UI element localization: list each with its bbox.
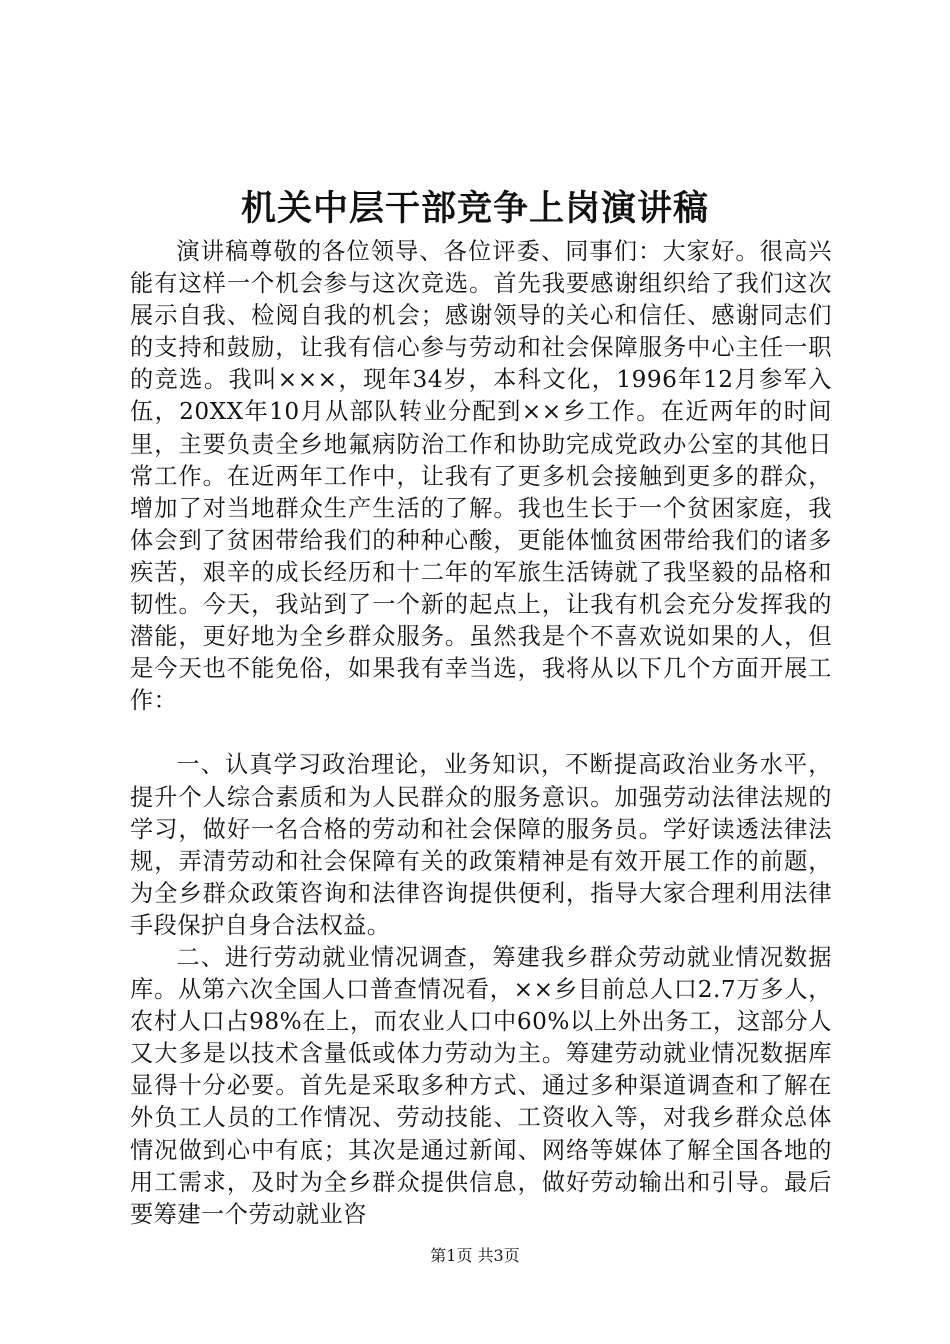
paragraph-spacer xyxy=(130,717,832,749)
page-number-footer: 第1页 共3页 xyxy=(430,1246,520,1265)
paragraph-intro: 演讲稿尊敬的各位领导、各位评委、同事们：大家好。很高兴能有这样一个机会参与这次竞选。首先我要感谢组织给了我们这次展示自我、检阅自我的机会；感谢领导的关心和信任、感谢同志们的支持和鼓励，让我有信心参与劳动和社会保障服务中心主任一职的竞选。我叫×××，现年34岁，本科文化，1996年12月参军入伍，20XX年10月从部队转业分配到××乡工作。在近两年的时间里，主要负责全乡地氟病防治工作和协助完成党政办公室的其他日常工作。在近两年工作中，让我有了更多机会接触到更多的群众，增加了对当地群众生产生活的了解。我也生长于一个贫困家庭，我体会到了贫困带给我们的种种心酸，更能体恤贫困带给我们的诸多疾苦，艰辛的成长经历和十二年的军旅生活铸就了我坚毅的品格和韧性。今天，我站到了一个新的起点上，让我有机会充分发挥我的潜能，更好地为全乡群众服务。虽然我是个不喜欢说如果的人，但是今天也不能免俗，如果我有幸当选，我将从以下几个方面开展工作： xyxy=(130,238,832,715)
document-body xyxy=(130,236,832,1231)
document-title: 机关中层干部竞争上岗演讲稿 xyxy=(240,188,709,229)
paragraph-point-two: 二、进行劳动就业情况调查，筹建我乡群众劳动就业情况数据库。从第六次全国人口普查情况看，××乡目前总人口2.7万多人，农村人口占98%在上，而农业人口中60%以上外出务工，这部分人又大多是以技术含量低或体力劳动为主。筹建劳动就业情况数据库显得十分必要。首先是采取多种方式、通过多种渠道调查和了解在外负工人员的工作情况、劳动技能、工资收入等，对我乡群众总体情况做到心中有底；其次是通过新闻、网络等媒体了解全国各地的用工需求，及时为全乡群众提供信息，做好劳动输出和引导。最后要筹建一个劳动就业咨 xyxy=(130,943,832,1228)
paragraph-point-one: 一、认真学习政治理论，业务知识，不断提高政治业务水平，提升个人综合素质和为人民群众的服务意识。加强劳动法律法规的学习，做好一名合格的劳动和社会保障的服务员。学好读透法律法规，弄清劳动和社会保障有关的政策精神是有效开展工作的前题，为全乡群众政策咨询和法律咨询提供便利，指导大家合理利用法律手段保护自身合法权益。 xyxy=(130,751,832,939)
